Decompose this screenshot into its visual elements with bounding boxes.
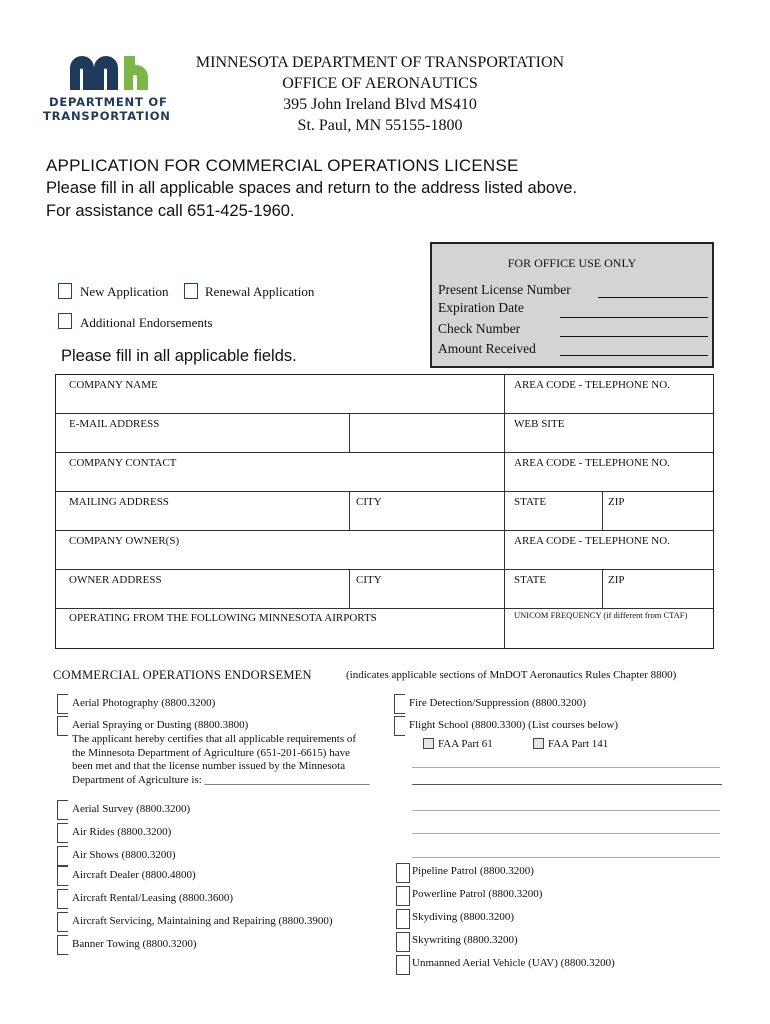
aerial-spraying-label: Aerial Spraying or Dusting (8800.3800): [72, 719, 249, 731]
intro-block: [46, 154, 577, 223]
present-license-field[interactable]: [598, 296, 708, 298]
grid-col-divider: [504, 491, 505, 530]
grid-row-divider: [56, 452, 713, 453]
grid-col-divider: [504, 452, 505, 491]
pipeline-patrol-label: Pipeline Patrol (8800.3200): [412, 865, 534, 877]
faa-part-141-label: FAA Part 141: [548, 738, 609, 750]
office-use-box: [430, 242, 714, 368]
company-name-field[interactable]: COMPANY NAME: [69, 379, 158, 391]
mailing-city-field[interactable]: CITY: [356, 496, 382, 508]
company-contact-field[interactable]: COMPANY CONTACT: [69, 457, 177, 469]
aerial-spraying-checkbox[interactable]: [57, 716, 68, 736]
office-use-title: FOR OFFICE USE ONLY: [507, 256, 637, 270]
banner-towing-checkbox[interactable]: [57, 935, 68, 955]
grid-row-divider: [56, 491, 713, 492]
banner-towing-label: Banner Towing (8800.3200): [72, 938, 197, 950]
check-number-label: Check Number: [438, 321, 521, 336]
assistance-line: For assistance call 651-425-1960.: [46, 202, 295, 220]
course-line[interactable]: [412, 767, 720, 768]
powerline-patrol-checkbox[interactable]: [396, 886, 410, 906]
company-owners-field[interactable]: COMPANY OWNER(S): [69, 535, 180, 547]
endorsements-heading: COMMERCIAL OPERATIONS ENDORSEMEN: [53, 668, 312, 682]
mailing-zip-field[interactable]: ZIP: [608, 496, 625, 508]
flight-school-checkbox[interactable]: [394, 716, 405, 736]
mailing-address-field[interactable]: MAILING ADDRESS: [69, 496, 169, 508]
amount-received-label: Amount Received: [438, 341, 536, 356]
agriculture-certification: [72, 733, 370, 787]
owner-city-field[interactable]: CITY: [356, 574, 382, 586]
aerial-photography-checkbox[interactable]: [57, 694, 68, 714]
uav-label: Unmanned Aerial Vehicle (UAV) (8800.3200): [412, 957, 615, 969]
website-field[interactable]: WEB SITE: [514, 418, 565, 430]
pipeline-patrol-checkbox[interactable]: [396, 863, 410, 883]
form-title: APPLICATION FOR COMMERCIAL OPERATIONS LICENSE: [46, 156, 519, 175]
grid-col-divider: [602, 569, 603, 608]
owner-state-field[interactable]: STATE: [514, 574, 547, 586]
grid-col-divider: [504, 569, 505, 608]
grid-col-divider: [504, 413, 505, 452]
aerial-photography-label: Aerial Photography (8800.3200): [72, 697, 216, 709]
grid-col-divider: [504, 375, 505, 413]
contact-phone-field[interactable]: AREA CODE - TELEPHONE NO.: [514, 457, 670, 469]
aircraft-rental-checkbox[interactable]: [57, 889, 68, 909]
fire-detection-checkbox[interactable]: [394, 694, 405, 714]
new-application-checkbox[interactable]: [58, 283, 72, 299]
renewal-application-label: Renewal Application: [205, 284, 315, 299]
faa-part-61-label: FAA Part 61: [438, 738, 493, 750]
unicom-field[interactable]: UNICOM FREQUENCY (if different from CTAF): [514, 610, 688, 620]
grid-row-divider: [56, 530, 713, 531]
grid-col-divider: [349, 491, 350, 530]
air-shows-checkbox[interactable]: [57, 846, 68, 866]
grid-col-divider: [504, 608, 505, 648]
present-license-label: Present License Number: [438, 282, 571, 297]
aircraft-servicing-checkbox[interactable]: [57, 912, 68, 932]
grid-col-divider: [504, 530, 505, 569]
address-line1: 395 John Ireland Blvd MS410: [283, 96, 477, 113]
airports-field[interactable]: OPERATING FROM THE FOLLOWING MINNESOTA AIRPORTS: [69, 612, 377, 624]
grid-col-divider: [349, 413, 350, 452]
office-name: OFFICE OF AERONAUTICS: [282, 75, 478, 92]
powerline-patrol-label: Powerline Patrol (8800.3200): [412, 888, 543, 900]
certification-line: The applicant hereby certifies that all applicable requirements of: [72, 733, 357, 745]
grid-row-divider: [56, 569, 713, 570]
renewal-application-checkbox[interactable]: [184, 283, 198, 299]
new-application-label: New Application: [80, 284, 169, 299]
course-line[interactable]: [412, 857, 720, 858]
email-field[interactable]: E-MAIL ADDRESS: [69, 418, 160, 430]
mndot-logo: [40, 52, 180, 124]
skydiving-label: Skydiving (8800.3200): [412, 911, 515, 923]
flight-school-label: Flight School (8800.3300) (List courses below): [409, 719, 618, 731]
expiration-date-field[interactable]: [560, 316, 708, 318]
uav-checkbox[interactable]: [396, 955, 410, 975]
aerial-survey-checkbox[interactable]: [57, 800, 68, 820]
skywriting-label: Skywriting (8800.3200): [412, 934, 518, 946]
additional-endorsements-label: Additional Endorsements: [80, 315, 213, 330]
faa-part-61-checkbox[interactable]: [423, 738, 434, 749]
logo-text-line1: DEPARTMENT OF: [49, 95, 168, 109]
grid-col-divider: [602, 491, 603, 530]
skywriting-checkbox[interactable]: [396, 932, 410, 952]
agency-header: [160, 52, 600, 136]
certification-line: Department of Agriculture is: ______________________________: [72, 773, 370, 786]
check-number-field[interactable]: [560, 335, 708, 337]
air-rides-checkbox[interactable]: [57, 823, 68, 843]
fill-all-instruction: Please fill in all applicable fields.: [61, 347, 297, 365]
aerial-survey-label: Aerial Survey (8800.3200): [72, 803, 191, 815]
aircraft-rental-label: Aircraft Rental/Leasing (8800.3600): [72, 892, 233, 904]
air-rides-label: Air Rides (8800.3200): [72, 826, 172, 838]
endorsements-note: (indicates applicable sections of MnDOT Aeronautics Rules Chapter 8800): [346, 669, 677, 681]
owner-address-field[interactable]: OWNER ADDRESS: [69, 574, 162, 586]
course-line[interactable]: [412, 833, 720, 834]
aircraft-servicing-label: Aircraft Servicing, Maintaining and Repairing (8800.3900): [72, 915, 333, 927]
air-shows-label: Air Shows (8800.3200): [72, 849, 176, 861]
logo-text-line2: TRANSPORTATION: [43, 109, 171, 123]
aircraft-dealer-label: Aircraft Dealer (8800.4800): [72, 869, 196, 881]
expiration-date-label: Expiration Date: [438, 300, 524, 315]
mailing-state-field[interactable]: STATE: [514, 496, 547, 508]
mn-logo-mark: [40, 52, 180, 92]
additional-endorsements-checkbox[interactable]: [58, 313, 72, 329]
skydiving-checkbox[interactable]: [396, 909, 410, 929]
fire-detection-label: Fire Detection/Suppression (8800.3200): [409, 697, 586, 709]
faa-part-141-checkbox[interactable]: [533, 738, 544, 749]
agency-name: MINNESOTA DEPARTMENT OF TRANSPORTATION: [195, 54, 565, 71]
owner-zip-field[interactable]: ZIP: [608, 574, 625, 586]
grid-row-divider: [56, 608, 713, 609]
grid-row-divider: [56, 413, 713, 414]
amount-received-field[interactable]: [560, 354, 708, 356]
owner-phone-field[interactable]: AREA CODE - TELEPHONE NO.: [514, 535, 670, 547]
course-line[interactable]: [412, 810, 720, 811]
certification-line: the Minnesota Department of Agriculture (651-201-6615) have: [72, 746, 350, 759]
instructions-line: Please fill in all applicable spaces and return to the address listed above.: [46, 179, 578, 197]
applicant-info-grid: [55, 374, 714, 649]
course-line[interactable]: [412, 784, 722, 785]
certification-line: been met and that the license number issued by the Minnesota: [72, 760, 346, 772]
grid-col-divider: [349, 569, 350, 608]
aircraft-dealer-checkbox[interactable]: [57, 866, 68, 886]
company-phone-field[interactable]: AREA CODE - TELEPHONE NO.: [514, 379, 670, 391]
address-line2: St. Paul, MN 55155-1800: [297, 117, 463, 134]
